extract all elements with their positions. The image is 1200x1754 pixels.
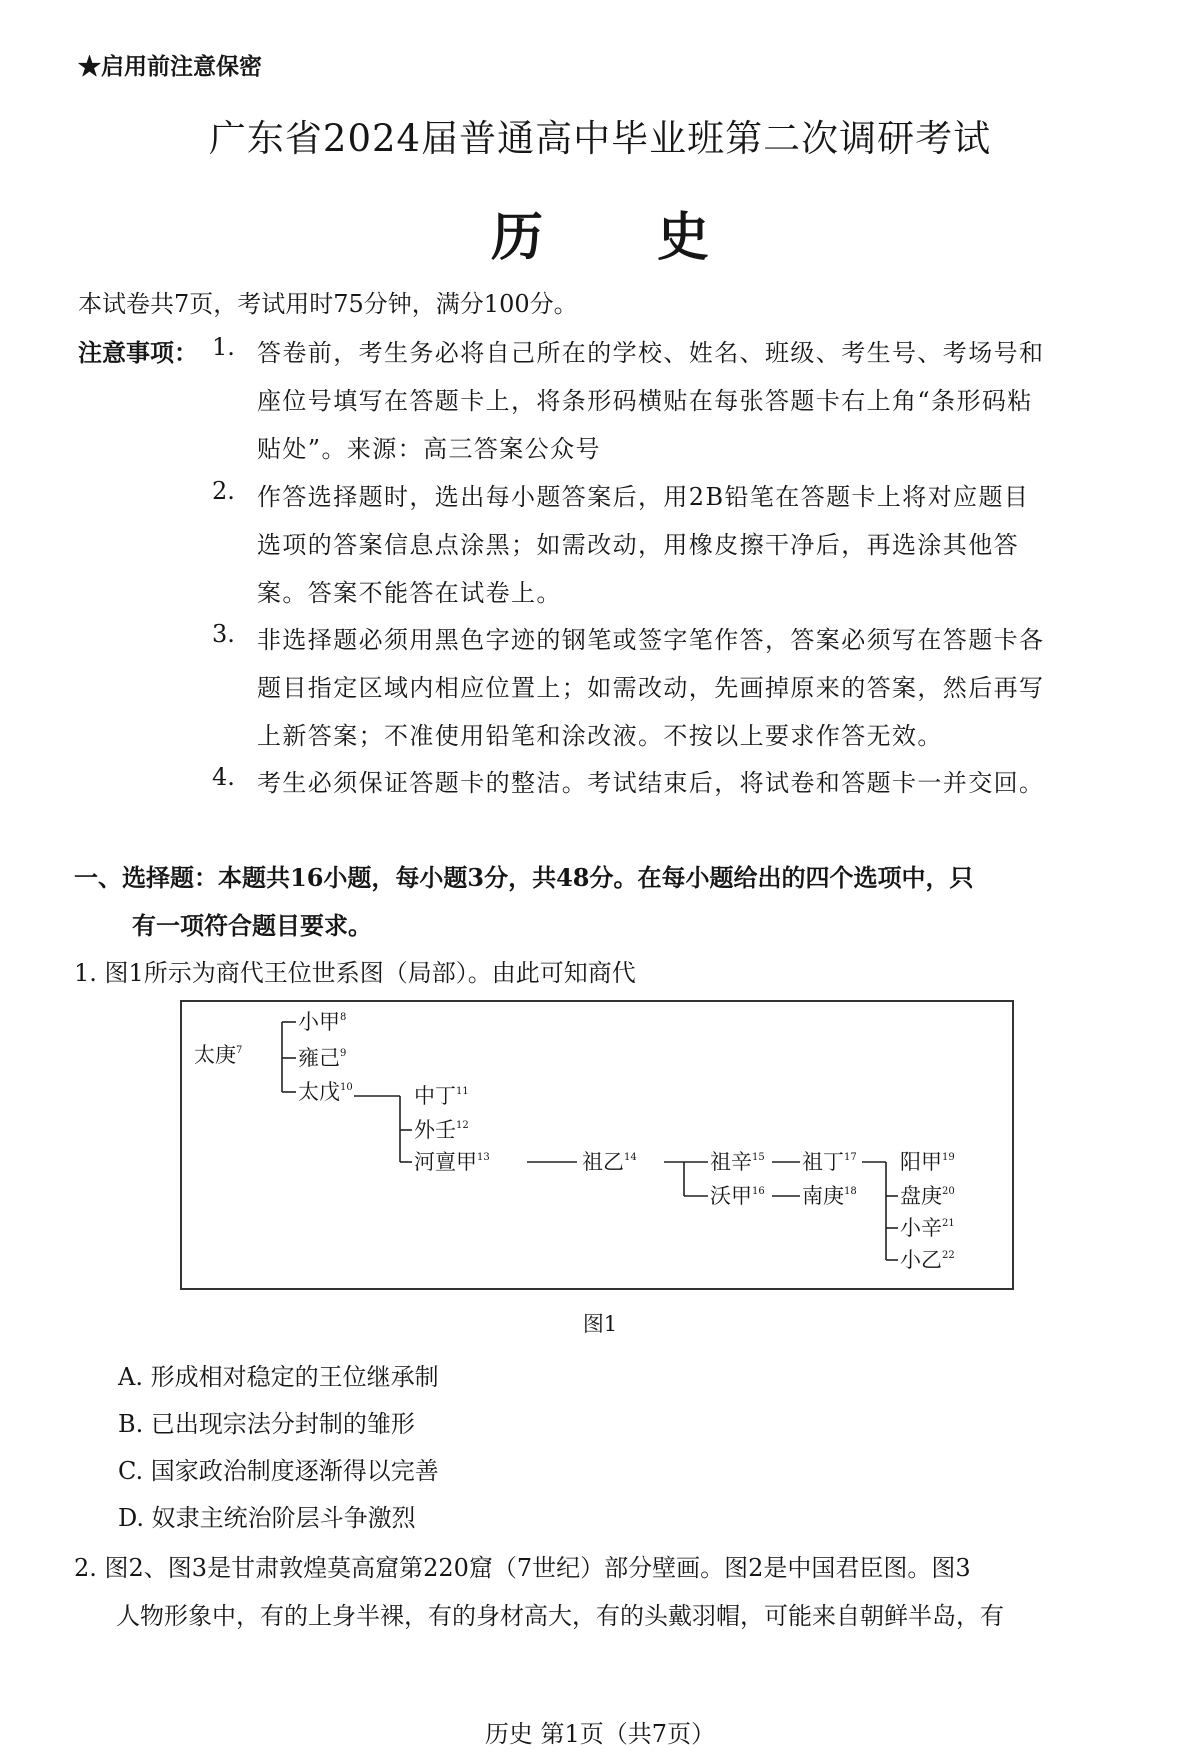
king-hedanjia: 河亶甲$^{13}$: [414, 1150, 490, 1174]
notice-item-1-line-3: 贴处”。来源：高三答案公众号: [257, 435, 601, 463]
king-nangeng: 南庚$^{18}$: [802, 1184, 857, 1208]
confidential-mark: ★启用前注意保密: [78, 53, 262, 80]
king-wojia: 沃甲$^{16}$: [710, 1184, 765, 1208]
notice-item-3-line-3: 上新答案；不准使用铅笔和涂改液。不按以上要求作答无效。: [257, 722, 943, 750]
lineage-svg: [182, 1002, 1016, 1292]
king-xiaoyi: 小乙$^{22}$: [900, 1248, 955, 1272]
king-taiwu: 太戊$^{10}$: [298, 1080, 353, 1104]
section-heading-line-2: 有一项符合题目要求。: [132, 911, 372, 940]
question-2-line-1: 2. 图2、图3是甘肃敦煌莫高窟第220窟（7世纪）部分壁画。图2是中国君臣图。图3: [74, 1554, 971, 1582]
question-1-option-b: B. 已出现宗法分封制的雏形: [118, 1410, 415, 1438]
question-1-option-c: C. 国家政治制度逐渐得以完善: [118, 1457, 439, 1485]
notice-item-2-line-3: 案。答案不能答在试卷上。: [257, 579, 562, 607]
page-footer: 历史 第1页（共7页）: [484, 1720, 716, 1748]
notice-item-3-line-2: 题目指定区域内相应位置上；如需改动，先画掉原来的答案，然后再写: [257, 674, 1045, 702]
king-pangeng: 盘庚$^{20}$: [900, 1184, 955, 1208]
section-heading-line-1: 一、选择题：本题共16小题，每小题3分，共48分。在每小题给出的四个选项中，只: [74, 863, 974, 892]
figure-1-lineage-diagram: [180, 1000, 1014, 1290]
king-taigeng: 太庚$^7$: [194, 1043, 243, 1067]
king-zuyi: 祖乙$^{14}$: [582, 1150, 637, 1174]
question-1-option-a: A. 形成相对稳定的王位继承制: [118, 1363, 439, 1391]
lineage-lines: [282, 1022, 898, 1260]
notice-item-2-line-1: 作答选择题时，选出每小题答案后，用2B铅笔在答题卡上将对应题目: [257, 483, 1030, 511]
king-wairen: 外壬$^{12}$: [414, 1118, 469, 1142]
exam-title: 广东省2024届普通高中毕业班第二次调研考试: [208, 117, 992, 160]
notice-item-3-number: 3.: [212, 620, 235, 648]
king-zhongding: 中丁$^{11}$: [414, 1084, 469, 1108]
king-labels: [194, 1010, 955, 1272]
figure-1-caption: 图1: [582, 1312, 618, 1336]
exam-intro: 本试卷共7页，考试用时75分钟，满分100分。: [78, 290, 578, 318]
king-yangjia: 阳甲$^{19}$: [900, 1150, 955, 1174]
notice-item-4-line-1: 考生必须保证答题卡的整洁。考试结束后，将试卷和答题卡一并交回。: [257, 769, 1045, 797]
notice-item-1-line-1: 答卷前，考生务必将自己所在的学校、姓名、班级、考生号、考场号和: [257, 339, 1045, 367]
king-zuding: 祖丁$^{17}$: [802, 1150, 857, 1174]
notice-item-2-number: 2.: [212, 477, 235, 505]
king-xiaojia: 小甲$^8$: [298, 1010, 347, 1034]
notice-item-4-number: 4.: [212, 763, 235, 791]
notice-item-2-line-2: 选项的答案信息点涂黑；如需改动，用橡皮擦干净后，再选涂其他答: [257, 531, 1019, 559]
question-1-stem: 1. 图1所示为商代王位世系图（局部）。由此可知商代: [74, 959, 636, 987]
question-2-line-2: 人物形象中，有的上身半裸，有的身材高大，有的头戴羽帽，可能来自朝鲜半岛，有: [116, 1602, 1004, 1630]
notice-item-1-number: 1.: [212, 333, 235, 361]
notice-item-1-line-2: 座位号填写在答题卡上，将条形码横贴在每张答题卡右上角“条形码粘: [257, 387, 1033, 415]
question-1-option-d: D. 奴隶主统治阶层斗争激烈: [118, 1504, 416, 1532]
king-zuxin: 祖辛$^{15}$: [710, 1150, 765, 1174]
notice-item-3-line-1: 非选择题必须用黑色字迹的钢笔或签字笔作答，答案必须写在答题卡各: [257, 626, 1045, 654]
subject-title: 历 史: [490, 207, 758, 268]
king-xiaoxin: 小辛$^{21}$: [900, 1216, 955, 1240]
notice-label: 注意事项：: [78, 338, 198, 367]
king-yongji: 雍己$^9$: [298, 1046, 347, 1070]
